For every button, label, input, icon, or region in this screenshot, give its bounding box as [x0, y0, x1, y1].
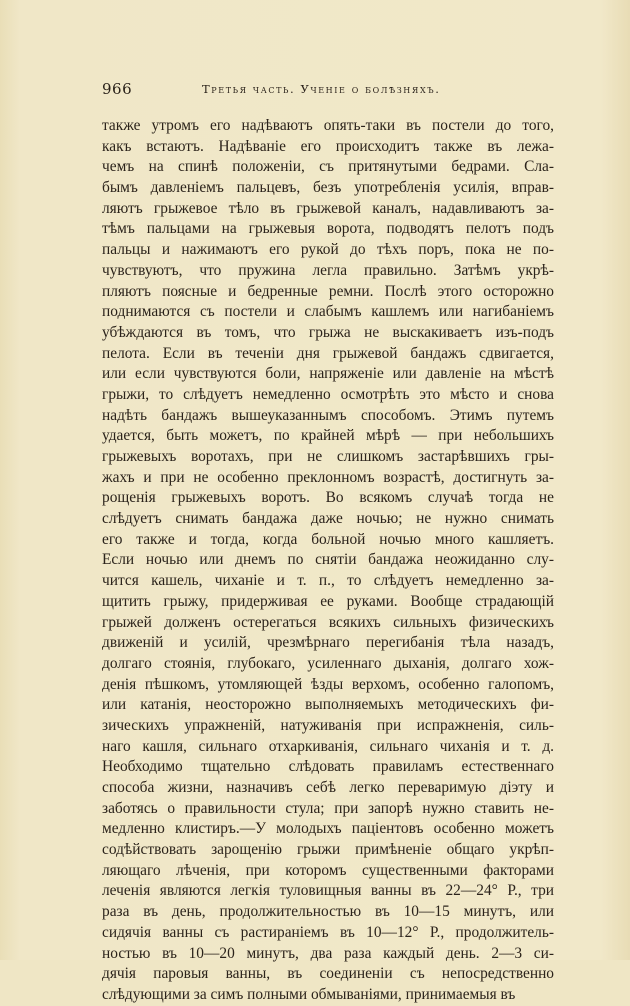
- text-line: ляющаго лѣченія, при которомъ существенными факторами: [102, 861, 554, 879]
- text-line: его также и тогда, когда больной ночью много кашляетъ.: [102, 530, 554, 548]
- text-line: тѣмъ пальцами на грыжевыя ворота, подводятъ пелотъ подъ: [102, 220, 554, 238]
- text-line: жахъ и при не особенно преклонномъ возрастѣ, достигнуть за-: [102, 468, 554, 486]
- text-line: поднимаются съ постели и слабымъ кашлемъ или нагибаніемъ: [102, 303, 554, 321]
- text-line: Необходимо тщательно слѣдовать правиламъ естественнаго: [102, 758, 554, 776]
- text-line: удается, быть можетъ, по крайней мѣрѣ — при небольшихъ: [102, 427, 554, 445]
- text-line: медленно клистиръ.—У молодыхъ паціентовъ особенно можетъ: [102, 820, 554, 838]
- running-head: Третья часть. Ученіе о болѣзняхъ.: [202, 82, 441, 96]
- text-line: зическихъ упражненій, натуживанія при испражненія, силь-: [102, 716, 554, 734]
- text-line: сидячія ванны съ растираніемъ въ 10—12° Р., продолжитель-: [102, 923, 554, 941]
- text-line: денія пѣшкомъ, утомляющей ѣзды верхомъ, особенно галопомъ,: [102, 675, 554, 693]
- text-line: чемъ на спинѣ положеніи, съ притянутыми бедрами. Сла-: [102, 158, 554, 176]
- text-line: содѣйствовать зарощенію грыжи примѣненіе общаго укрѣп-: [102, 841, 554, 859]
- text-line: грыжей долженъ остерегаться всякихъ сильныхъ физическихъ: [102, 613, 554, 631]
- text-line: или если чувствуются боли, напряженіе или давленіе на мѣстѣ: [102, 365, 554, 383]
- text-line: надѣть бандажъ вышеуказаннымъ способомъ. Этимъ путемъ: [102, 406, 554, 424]
- text-line: наго кашля, сильнаго отхаркиванія, сильнаго чиханія и т. д.: [102, 737, 554, 755]
- text-line: рощенія грыжевыхъ воротъ. Во всякомъ случаѣ тогда не: [102, 489, 554, 507]
- text-line: слѣдуетъ снимать бандажа даже ночью; не нужно снимать: [102, 510, 554, 528]
- text-line: ляютъ грыжевое тѣло въ грыжевой каналъ, надавливаютъ за-: [102, 199, 554, 217]
- text-line: пальцы и нажимаютъ его рукой до тѣхъ поръ, пока не по-: [102, 241, 554, 259]
- text-line: дячія паровыя ванны, въ соединеніи съ непосредственно: [102, 965, 554, 983]
- text-line: чувствуютъ, что пружина легла правильно. Затѣмъ укрѣ-: [102, 261, 554, 279]
- text-line: слѣдующими за симъ полными обмываніями, принимаемыя въ: [102, 985, 516, 1003]
- text-line: также утромъ его надѣваютъ опять-таки въ постели до того,: [102, 117, 554, 134]
- text-line: грыжи, то слѣдуетъ немедленно осмотрѣть это мѣсто и снова: [102, 385, 554, 403]
- text-line: движеній и усилій, чрезмѣрнаго перегибанія тѣла назадъ,: [102, 634, 554, 652]
- text-line: щитить грыжу, придерживая ее руками. Вообще страдающій: [102, 592, 554, 610]
- text-line: грыжевыхъ воротахъ, при не слишкомъ застарѣвшихъ гры-: [102, 448, 554, 465]
- text-line: леченія являются легкія туловищныя ванны въ 22—24° Р., три: [102, 882, 554, 900]
- text-line: ностью въ 10—20 минутъ, два раза каждый день. 2—3 си-: [102, 944, 554, 962]
- text-line: заботясь о правильности стула; при запорѣ нужно ставить не-: [102, 799, 554, 817]
- page-header: [102, 80, 554, 102]
- text-line: какъ встаютъ. Надѣваніе его происходитъ также въ лежа-: [102, 137, 554, 155]
- page-number: 966: [102, 80, 133, 98]
- text-line: Если ночью или днемъ по снятіи бандажа неожиданно слу-: [102, 551, 554, 569]
- text-line: пляютъ поясные и бедренные ремни. Послѣ этого осторожно: [102, 282, 554, 300]
- text-line: способа жизни, назначивъ себѣ легко переваримую діэту и: [102, 779, 554, 796]
- text-line: раза въ день, продолжительностью въ 10—15 минутъ, или: [102, 903, 554, 921]
- text-line: убѣждаются въ томъ, что грыжа не выскакиваетъ изъ-подъ: [102, 323, 554, 341]
- text-line: или катанія, неосторожно выполняемыхъ методическихъ фи-: [102, 696, 554, 714]
- body-text: [102, 116, 554, 1006]
- text-line: долгаго стоянія, глубокаго, усиленнаго дыханія, долгаго хож-: [102, 654, 554, 672]
- text-line: пелота. Если въ теченіи дня грыжевой бандажъ сдвигается,: [102, 344, 554, 362]
- text-line: бымъ давленіемъ пальцевъ, безъ употребленія усилія, вправ-: [102, 179, 554, 197]
- text-line: чится кашель, чиханіе и т. п., то слѣдуетъ немедленно за-: [102, 572, 554, 590]
